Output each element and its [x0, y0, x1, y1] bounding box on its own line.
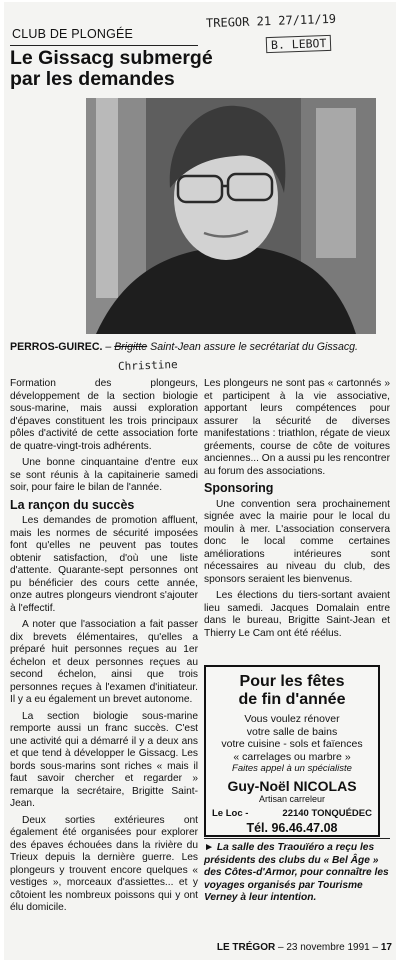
paragraph: Les demandes de promotion affluent, mais les normes de sécurité imposées font qu'elles ne peuvent pas toutes obtenir satisfaction, d'où une liste d'attente. Quarante-sept personnes ont pu bénéficier des cours cette année, onze autres plongeurs viendront s'ajouter à l'effectif. — [10, 515, 198, 614]
caption-place: PERROS-GUIREC. — [10, 341, 103, 353]
article-column-2 — [204, 378, 390, 644]
portrait-photo — [86, 98, 376, 334]
handwritten-author: B. LEBOT — [266, 35, 332, 53]
page-footer: LE TRÉGOR – 23 novembre 1991 – 17 — [216, 942, 392, 953]
ad-line: votre salle de bains — [246, 725, 338, 738]
caption-text: Saint-Jean assure le secrétariat du Gissacg. — [150, 341, 358, 353]
photo-caption: PERROS-GUIREC. – Brigitte Saint-Jean assure le secrétariat du Gissacg. — [10, 341, 358, 353]
headline-line-2: par les demandes — [10, 68, 175, 90]
ad-title-line: Pour les fêtes — [239, 673, 345, 690]
kicker-rule — [10, 45, 198, 46]
headline — [10, 48, 310, 90]
ad-business-name: Guy-Noël NICOLAS — [227, 778, 357, 794]
headline-line-1: Le Gissacg submergé — [10, 47, 213, 69]
handwritten-source: TREGOR 21 27/11/19 — [205, 11, 337, 31]
caption-struck-name: Brigitte — [114, 341, 148, 353]
paragraph: Une bonne cinquantaine d'entre eux se sont réunis à la capitainerie samedi soir, pour faire le bilan de l'année. — [10, 457, 198, 493]
ad-address — [206, 804, 378, 819]
subheading: Sponsoring — [204, 481, 274, 495]
paragraph: A noter que l'association a fait passer dix brevets élémentaires, qu'elles a préparé huit personnes reçues au 1er échelon et deux personnes reçues au second échelon, ainsi que trois personnes reçues à l'examen d'initiateur. Il y a eu également un brevet autonome. — [10, 619, 198, 705]
paragraph: Deux sorties extérieures ont également été organisées pour explorer des épaves échouées dans la rivière du Trieux depuis la dernière guerre. Les plongeurs y trouvent encore quelques « vestiges », morceaux d'assiettes... et y côtoient les nombreux poissons qui y ont élu domicile. — [10, 814, 198, 913]
advertisement — [204, 665, 380, 837]
ad-phone: Tél. 96.46.47.08 — [246, 821, 338, 835]
article-column-1 — [10, 378, 198, 919]
paragraph: Formation des plongeurs, développement de la section biologie sous-marine, mais aussi exploration d'épaves constituent les trois principaux pôles d'activité de cette association forte de quatre-vingt-trois adhérents. — [10, 378, 198, 452]
ad-line: Vous voulez rénover — [244, 713, 340, 725]
footer-date: 23 novembre 1991 — [286, 942, 370, 953]
footer-page: 17 — [380, 942, 392, 953]
notice-rule — [204, 838, 390, 839]
ad-trade: Artisan carreleur — [258, 794, 326, 804]
ad-address-town: 22140 TONQUÉDEC — [282, 808, 372, 819]
subheading: La rançon du succès — [10, 497, 135, 512]
ad-title-line: de fin d'année — [238, 691, 346, 708]
ad-line: Faites appel à un spécialiste — [232, 763, 352, 774]
handwritten-correction: Christine — [117, 357, 178, 374]
ad-title — [206, 673, 378, 709]
paragraph: Les plongeurs ne sont pas « cartonnés » et participent à la vie associative, apportant leurs compétences pour assurer la sécurité de diverses manifestations : triathlon, régate de vieux gréements, course de côte de voitures anciennes... On a aussi pu les rencontrer au forum des associations. — [204, 378, 390, 477]
paragraph: Une convention sera prochainement signée avec la mairie pour le local du moulin à mer. L'association conservera donc le local comme certaines améliorations intérieures sont nécessaires au niveau du club, des sponsors seraient les bienvenus. — [204, 498, 390, 585]
ad-line: « carrelages ou marbre » — [233, 750, 351, 763]
paragraph: La section biologie sous-marine remporte aussi un franc succès. C'est une activité qui a démarré il y a deux ans et que tend à développer le Gissacg. Les bords sous-marins sont riches « mais il faut savoir chercher et regarder » remarque la secrétaire, Brigitte Saint-Jean. — [10, 710, 198, 809]
brief-notice: ► La salle des Traouïéro a reçu les présidents des clubs du « Bel Âge » des Côtes-d'Armor, pour connaître les voyages organisés par Tourisme Verney à leur intention. — [204, 842, 389, 903]
paragraph: Les élections du tiers-sortant avaient lieu samedi. Jacques Domalain entre dans le bureau, Brigitte Saint-Jean et Thierry Le Cam ont été réélus. — [204, 590, 390, 639]
ad-line: votre cuisine - sols et faïences — [221, 738, 363, 750]
section-kicker: CLUB DE PLONGÉE — [12, 27, 134, 41]
footer-paper: LE TRÉGOR — [216, 942, 276, 953]
ad-address-street: Le Loc - — [212, 808, 249, 819]
